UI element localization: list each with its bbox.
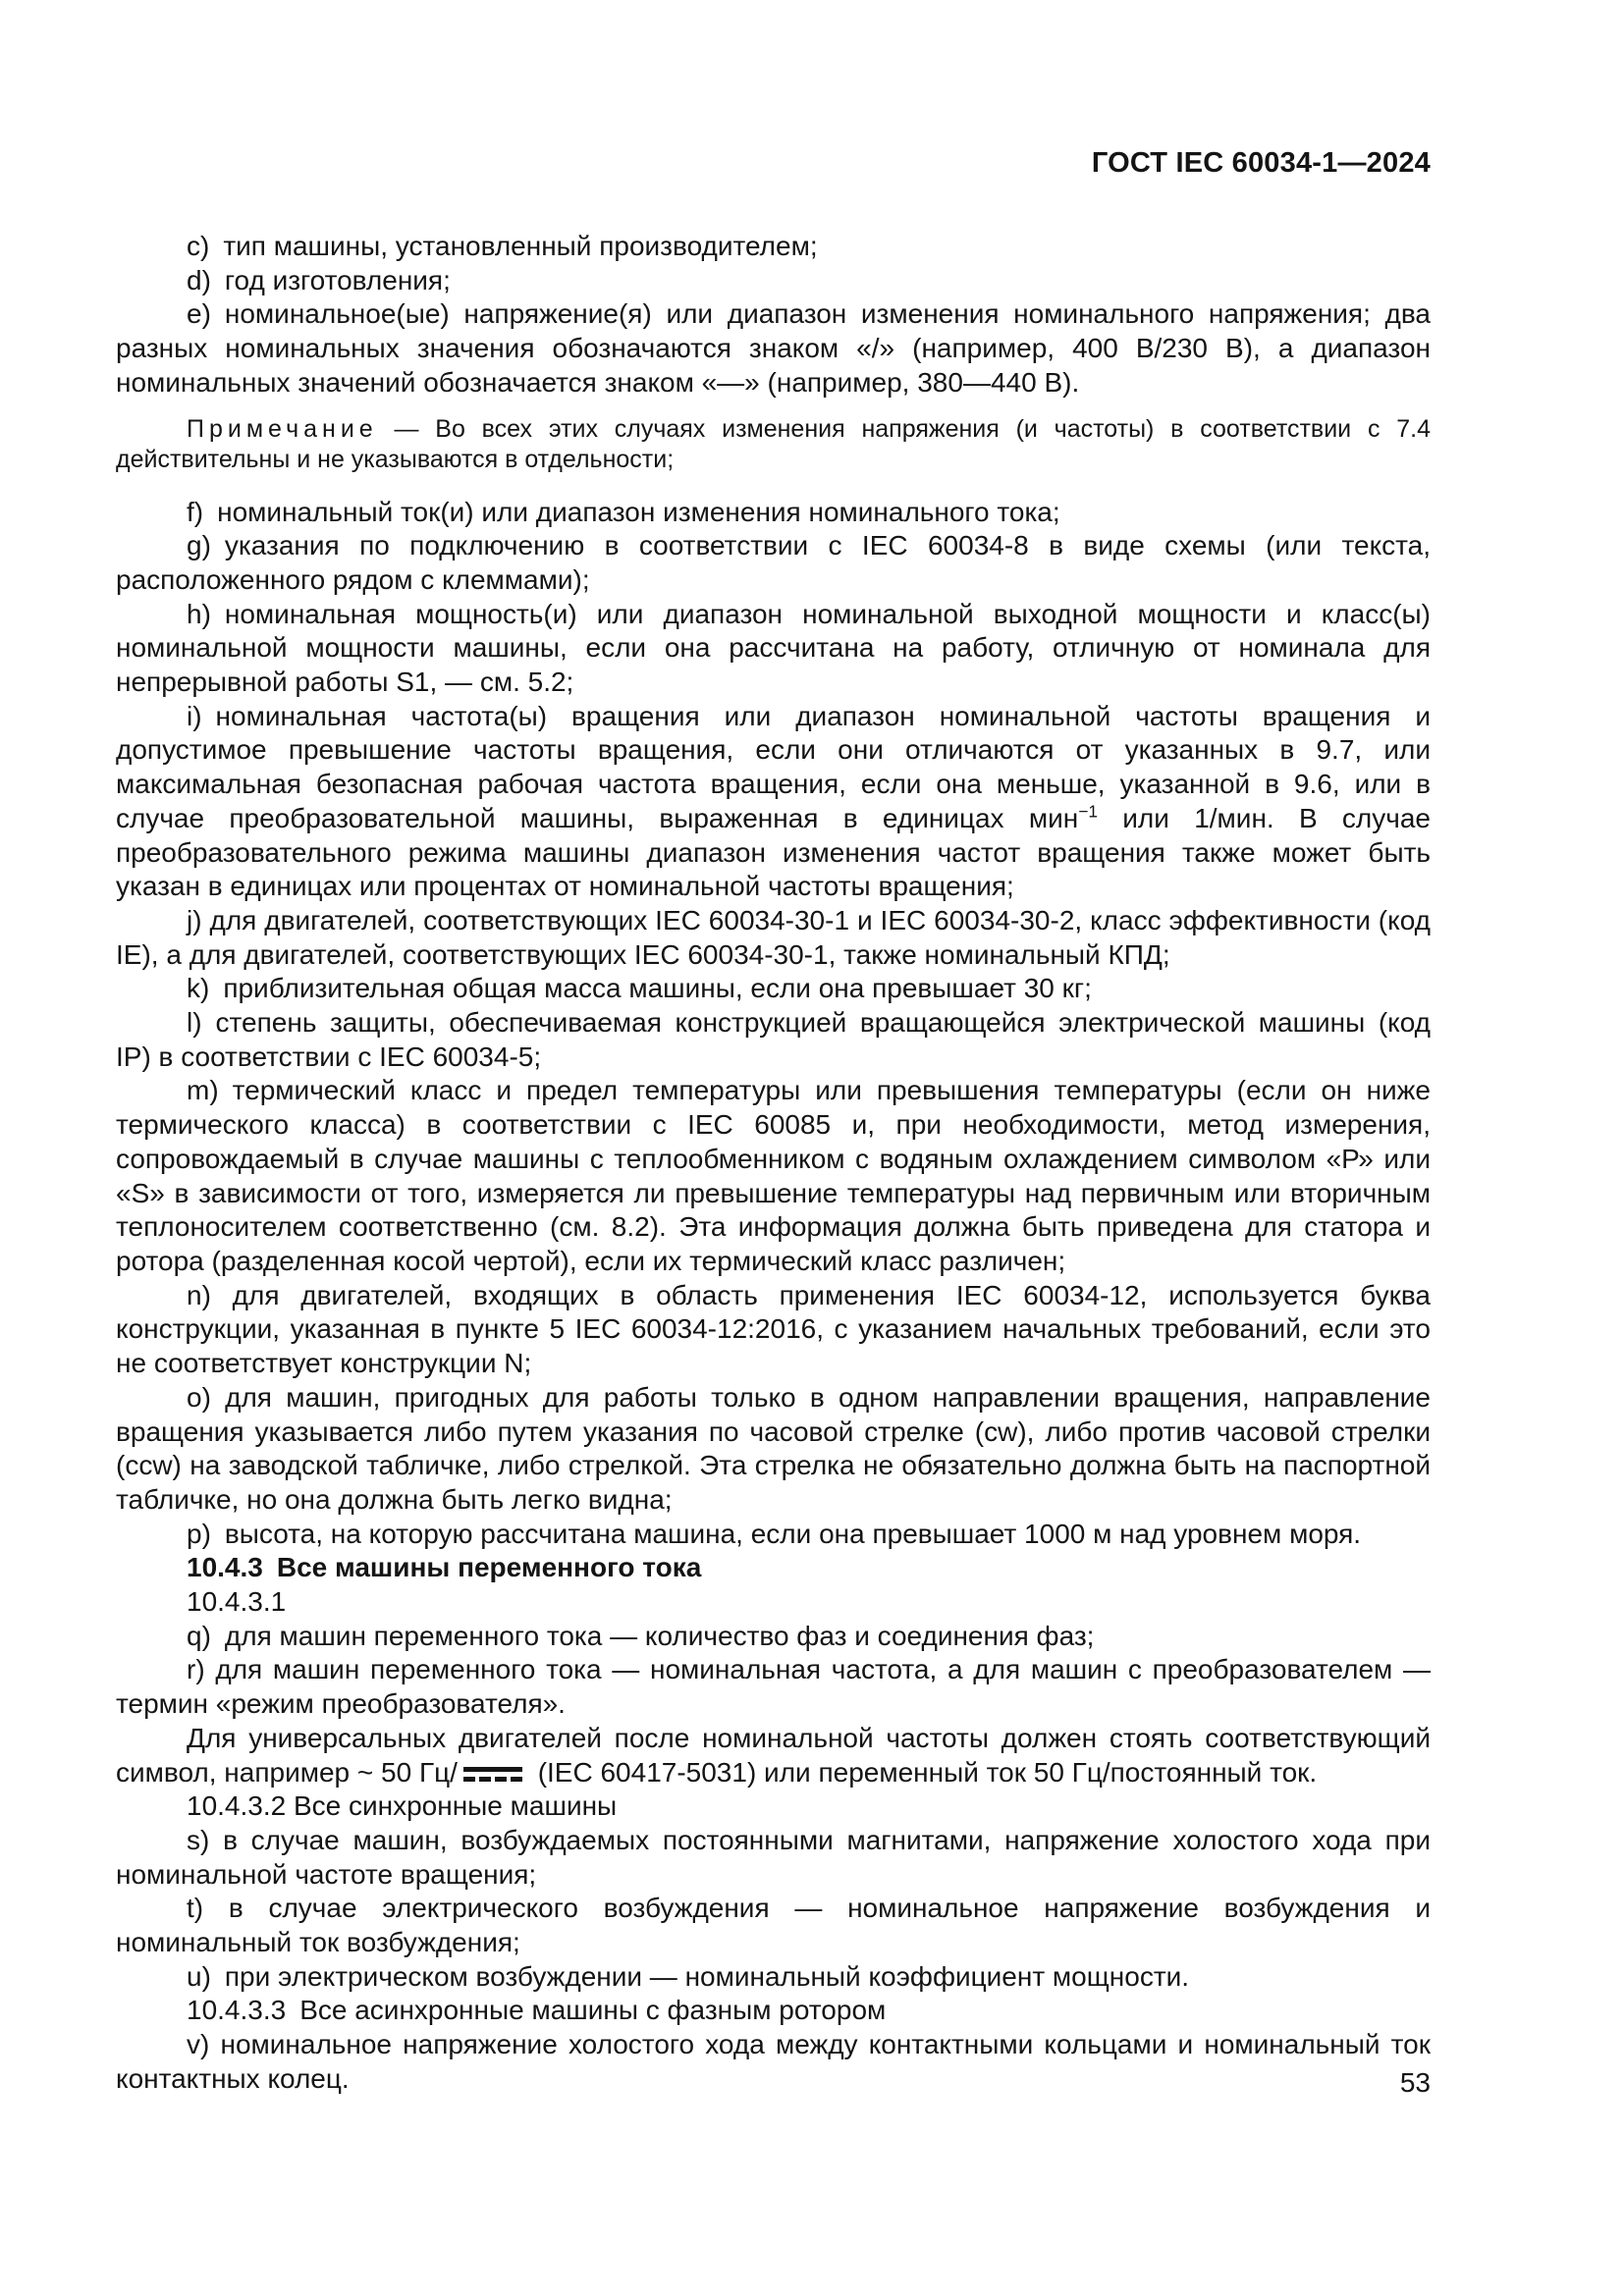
- list-item-i-text-continued: или 1/мин. В случае преобразовательного режима машины диапазон изменения частот вращения также может быть указан в единицах или процентах от номинальной частоты вращения;: [116, 802, 1432, 902]
- dc-current-symbol-icon: [463, 1766, 522, 1783]
- list-item-l: l) степень защиты, обеспечиваемая конструкцией вращающейся электрической машины (код IP) в соответствии с IEC 60034-5;: [116, 1007, 1431, 1072]
- section-heading-10-4-3: 10.4.3 Все машины переменного тока: [187, 1552, 702, 1583]
- universal-motors-paragraph: [116, 1722, 1431, 1789]
- document-body: [116, 230, 1431, 2097]
- list-item-p: p) высота, на которую рассчитана машина, если она превышает 1000 м над уровнем моря.: [187, 1518, 1362, 1549]
- note-paragraph: [116, 414, 1431, 476]
- list-item-e: e) номинальное(ые) напряжение(я) или диапазон изменения номинального напряжения; два разных номинальных значения обозначаются знаком «/» (например, 400 В/230 В), а диапазон номинальных значений обозначается знаком «—» (например, 380—440 В).: [116, 298, 1431, 398]
- list-item-n: n) для двигателей, входящих в область применения IEC 60034-12, используется буква конструкции, указанная в пункте 5 IEC 60034-12:2016, с указанием начальных требований, если это не соответствует конструкции N;: [116, 1279, 1431, 1379]
- list-item-t: t) в случае электрического возбуждения — номинальное напряжение возбуждения и номинальный ток возбуждения;: [116, 1893, 1431, 1958]
- note-label: Примечание: [187, 414, 378, 443]
- list-item-j: j) для двигателей, соответствующих IEC 60034-30-1 и IEC 60034-30-2, класс эффективности (код IE), а для двигателей, соответствующих IEC 60034-30-1, также номинальный КПД;: [116, 904, 1431, 970]
- subsection-number-10-4-3-1: 10.4.3.1: [187, 1586, 287, 1618]
- universal-motors-text: Для универсальных двигателей после номинальной частоты должен стоять соответствующий символ, например ~ 50 Гц/: [116, 1722, 1431, 1788]
- list-item-d: d) год изготовления;: [187, 264, 451, 295]
- list-item-g: g) указания по подключению в соответствии с IEC 60034-8 в виде схемы (или текста, расположенного рядом с клеммами);: [116, 530, 1431, 595]
- list-item-i: [116, 700, 1431, 904]
- list-item-u: u) при электрическом возбуждении — номинальный коэффициент мощности.: [187, 1960, 1190, 1992]
- list-item-i-text: i) номинальная частота(ы) вращения или диапазон номинальной частоты вращения и допустимое превышение частоты вращения, если они отличаются от указанных в 9.7, или максимальная безопасная рабочая частота вращения, если она меньше, указанной в 9.6, или в случае преобразовательной машины, выраженная в единицах мин: [116, 700, 1431, 833]
- running-header: ГОСТ IEC 60034-1—2024: [1091, 147, 1431, 179]
- list-item-r: r) для машин переменного тока — номинальная частота, а для машин с преобразователем — термин «режим преобразователя».: [116, 1654, 1431, 1720]
- list-item-s: s) в случае машин, возбуждаемых постоянными магнитами, напряжение холостого хода при номинальной частоте вращения;: [116, 1824, 1431, 1890]
- list-item-m: m) термический класс и предел температуры или превышения температуры (если он ниже термического класса) в соответствии с IEC 60085 и, при необходимости, метод измерения, сопровождаемый в случае машины с теплообменником с водяным охлаждением символом «Р» или «S» в зависимости от того, измеряется ли превышение температуры над первичным или вторичным теплоносителем соответственно (см. 8.2). Эта информация должна быть приведена для статора и ротора (разделенная косой чертой), если их термический класс различен;: [116, 1075, 1431, 1276]
- list-item-o: o) для машин, пригодных для работы только в одном направлении вращения, направление вращения указывается либо путем указания по часовой стрелке (cw), либо против часовой стрелки (ccw) на заводской табличке, либо стрелкой. Эта стрелка не обязательно должна быть на паспортной табличке, но она должна быть легко видна;: [116, 1381, 1431, 1515]
- list-item-f: f) номинальный ток(и) или диапазон изменения номинального тока;: [187, 496, 1060, 527]
- subsection-heading-10-4-3-3: 10.4.3.3 Все асинхронные машины с фазным ротором: [187, 1995, 887, 2026]
- universal-motors-text-continued: (IEC 60417-5031) или переменный ток 50 Гц/постоянный ток.: [529, 1756, 1318, 1788]
- list-item-c: c) тип машины, установленный производителем;: [187, 231, 818, 261]
- note-text: — Во всех этих случаях изменения напряжения (и частоты) в соответствии с 7.4 действительны и не указываются в отдельности;: [116, 414, 1431, 474]
- list-item-v: v) номинальное напряжение холостого хода между контактными кольцами и номинальный ток контактных колец.: [116, 2029, 1431, 2094]
- list-item-q: q) для машин переменного тока — количество фаз и соединения фаз;: [187, 1620, 1095, 1651]
- subsection-heading-10-4-3-2: 10.4.3.2 Все синхронные машины: [187, 1790, 618, 1822]
- list-item-k: k) приблизительная общая масса машины, если она превышает 30 кг;: [187, 973, 1092, 1004]
- list-item-h: h) номинальная мощность(и) или диапазон номинальной выходной мощности и класс(ы) номинальной мощности машины, если она рассчитана на работу, отличную от номинала для непрерывной работы S1, — см. 5.2;: [116, 598, 1431, 698]
- page-number: 53: [1399, 2067, 1431, 2098]
- superscript-minus-one: −1: [1078, 801, 1098, 822]
